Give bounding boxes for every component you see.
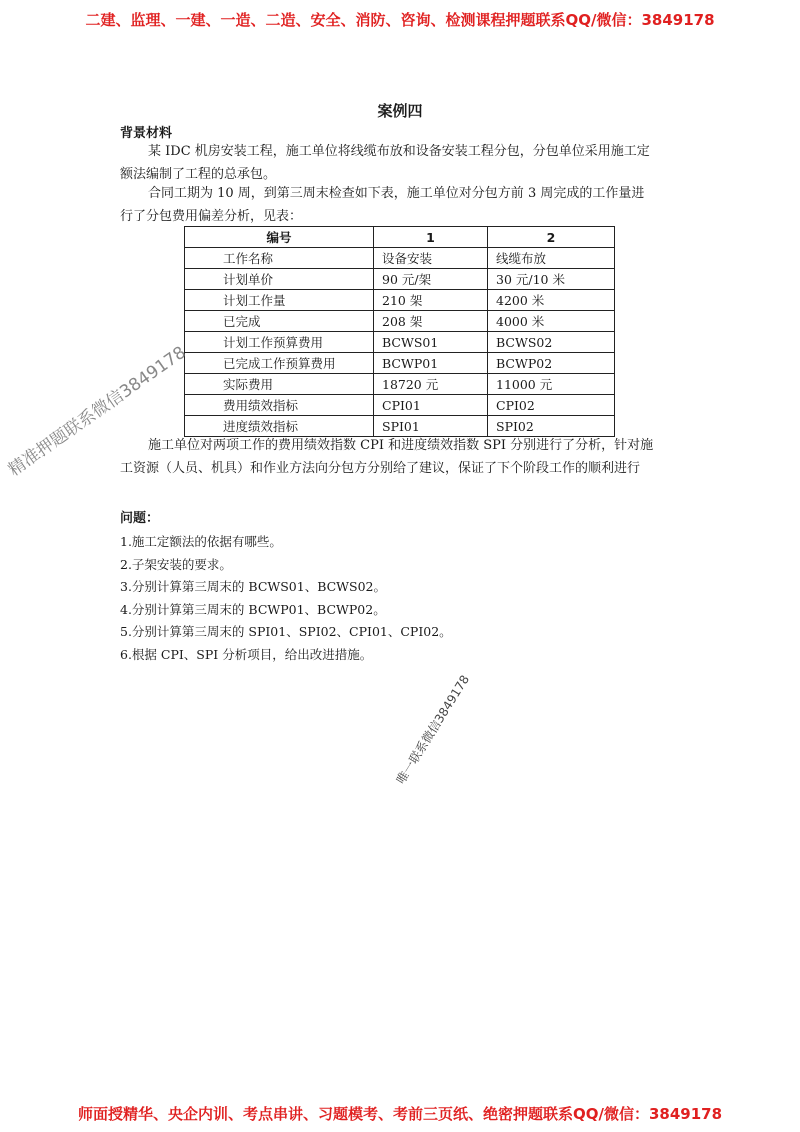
table-row [185, 311, 615, 332]
top-banner: 二建、监理、一建、一造、二造、安全、消防、咨询、检测课程押题联系QQ/微信：3849178 [85, 11, 715, 29]
list-item: 5.分别计算第三周末的 SPI01、SPI02、CPI01、CPI02。 [120, 624, 452, 639]
table-cell: BCWS02 [488, 332, 615, 353]
table-cell: BCWP02 [488, 353, 615, 374]
table-cell: 实际费用 [185, 374, 374, 395]
paragraph-2-line-2: 行了分包费用偏差分析，见表： [120, 209, 303, 224]
cost-variance-table [184, 226, 615, 437]
table-cell: 208 架 [374, 311, 488, 332]
paragraph-2-line-1: 合同工期为 10 周，到第三周末检查如下表，施工单位对分包方前 3 周完成的工作量进 [148, 186, 645, 201]
table-cell: BCWP01 [374, 353, 488, 374]
questions-heading: 问题： [120, 511, 160, 526]
table-cell: 已完成 [185, 311, 374, 332]
table-header-cell: 2 [488, 227, 615, 248]
table-cell: 进度绩效指标 [185, 416, 374, 437]
watermark-middle: 唯一联系微信3849178 [393, 672, 473, 787]
table-cell: 计划工作量 [185, 290, 374, 311]
table-cell: 线缆布放 [488, 248, 615, 269]
table-cell: BCWS01 [374, 332, 488, 353]
table-cell: 计划工作预算费用 [185, 332, 374, 353]
table-row [185, 269, 615, 290]
table-cell: 已完成工作预算费用 [185, 353, 374, 374]
list-item: 4.分别计算第三周末的 BCWP01、BCWP02。 [120, 601, 386, 617]
table-cell: 计划单价 [185, 269, 374, 290]
table-cell: 工作名称 [185, 248, 374, 269]
paragraph-3 [120, 434, 690, 480]
list-item: 6.根据 CPI、SPI 分析项目，给出改进措施。 [120, 646, 373, 662]
paragraph-1 [120, 140, 690, 186]
table-cell: 11000 元 [488, 374, 615, 395]
table-row [185, 395, 615, 416]
table-cell: 4200 米 [488, 290, 615, 311]
paragraph-2 [120, 182, 690, 228]
background-heading: 背景材料 [120, 126, 173, 141]
table-cell: 18720 元 [374, 374, 488, 395]
list-item: 1.施工定额法的依据有哪些。 [120, 534, 282, 549]
table-header-cell: 1 [374, 227, 488, 248]
table-cell: SPI02 [488, 416, 615, 437]
case-title: 案例四 [377, 102, 423, 120]
list-item: 2.子架安装的要求。 [120, 556, 232, 572]
paragraph-1-line-2: 额法编制了工程的总承包。 [120, 167, 277, 182]
table-row [185, 353, 615, 374]
table-cell: 4000 米 [488, 311, 615, 332]
table-row [185, 248, 615, 269]
paragraph-3-line-2: 工资源（人员、机具）和作业方法向分包方分别给了建议，保证了下个阶段工作的顺利进行 [120, 461, 641, 476]
paragraph-1-line-1: 某 IDC 机房安装工程，施工单位将线缆布放和设备安装工程分包，分包单位采用施工定 [148, 144, 650, 159]
table-cell: 90 元/架 [374, 269, 488, 290]
paragraph-3-line-1: 施工单位对两项工作的费用绩效指数 CPI 和进度绩效指数 SPI 分别进行了分析，针对施 [148, 438, 654, 453]
table-row [185, 332, 615, 353]
table-cell: 费用绩效指标 [185, 395, 374, 416]
list-item: 3.分别计算第三周末的 BCWS01、BCWS02。 [120, 579, 386, 594]
table-row [185, 290, 615, 311]
watermark-left: 精准押题联系微信3849178 [4, 342, 190, 481]
table-cell: SPI01 [374, 416, 488, 437]
table-cell: 210 架 [374, 290, 488, 311]
bottom-banner: 师面授精华、央企内训、考点串讲、习题模考、考前三页纸、绝密押题联系QQ/微信：3849178 [77, 1105, 723, 1123]
table-cell: CPI01 [374, 395, 488, 416]
table-row [185, 374, 615, 395]
questions-list [120, 531, 452, 666]
table-header-cell: 编号 [185, 227, 374, 248]
table-cell: 设备安装 [374, 248, 488, 269]
table-header-row [185, 227, 615, 248]
table-cell: 30 元/10 米 [488, 269, 615, 290]
table-cell: CPI02 [488, 395, 615, 416]
